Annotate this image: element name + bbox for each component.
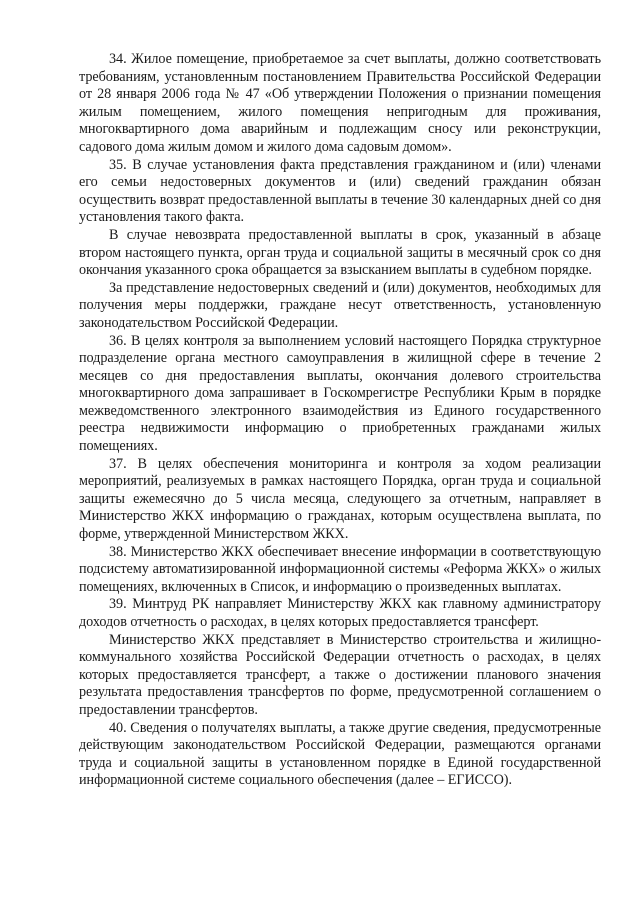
paragraph-40: 40. Сведения о получателях выплаты, а также другие сведения, предусмотренные действующим законодательством Российской Федерации, размещаются органами труда и социальной защиты в установленном порядке в Единой государственной информационной системе социального обеспечения (далее – ЕГИССО).: [79, 719, 601, 789]
paragraph-35-liability: За представление недостоверных сведений и (или) документов, необходимых для получения меры поддержки, граждане несут ответственность, установленную законодательством Российской Федерации.: [79, 279, 601, 331]
paragraph-34: 34. Жилое помещение, приобретаемое за счет выплаты, должно соответствовать требованиям, установленным постановлением Правительства Российской Федерации от 28 января 2006 года № 47 «Об утверждении Положения о признании помещения жилым помещением, жилого помещения непригодным для проживания, многоквартирного дома аварийным и подлежащим сносу или реконструкции, садового дома жилым домом и жилого дома садовым домом».: [79, 51, 601, 155]
paragraph-38: 38. Министерство ЖКХ обеспечивает внесение информации в соответствующую подсистему автоматизированной информационной системы «Реформа ЖКХ» о жилых помещениях, включенных в Список, и информацию о произведенных выплатах.: [79, 543, 601, 595]
paragraph-37: 37. В целях обеспечения мониторинга и контроля за ходом реализации мероприятий, реализуемых в рамках настоящего Порядка, орган труда и социальной защиты ежемесячно до 5 числа месяца, следующего за отчетным, направляет в Министерство ЖКХ информацию о гражданах, которым осуществлена выплата, по форме, утвержденной Министерством ЖКХ.: [79, 455, 601, 543]
paragraph-39-report: Министерство ЖКХ представляет в Министерство строительства и жилищно-коммунального хозяйства Российской Федерации отчетность о расходах, в целях которых предоставляется трансферт, а также о достижении планового значения результата предоставления трансфертов по форме, предусмотренной соглашением о предоставлении трансфертов.: [79, 631, 601, 718]
paragraph-39: 39. Минтруд РК направляет Министерству ЖКХ как главному администратору доходов отчетность о расходах, в целях которых предоставляется трансферт.: [79, 596, 601, 630]
paragraph-35: 35. В случае установления факта представления гражданином и (или) членами его семьи недостоверных документов и (или) сведений гражданин обязан осуществить возврат предоставленной выплаты в течение 30 календарных дней со дня установления такого факта.: [79, 156, 601, 226]
paragraph-35-refund: В случае невозврата предоставленной выплаты в срок, указанный в абзаце втором настоящего пункта, орган труда и социальной защиты в месячный срок со дня окончания указанного срока обращается за взысканием выплаты в судебном порядке.: [79, 226, 601, 279]
paragraph-36: 36. В целях контроля за выполнением условий настоящего Порядка структурное подразделение органа местного самоуправления в жилищной сфере в течение 2 месяцев со дня предоставления выплаты, окончания долевого строительства многоквартирного дома запрашивает в Госкомрегистре Республики Крым в порядке межведомственного электронного взаимодействия из Единого государственного реестра недвижимости информацию о приобретенных гражданами жилых помещениях.: [79, 332, 601, 455]
